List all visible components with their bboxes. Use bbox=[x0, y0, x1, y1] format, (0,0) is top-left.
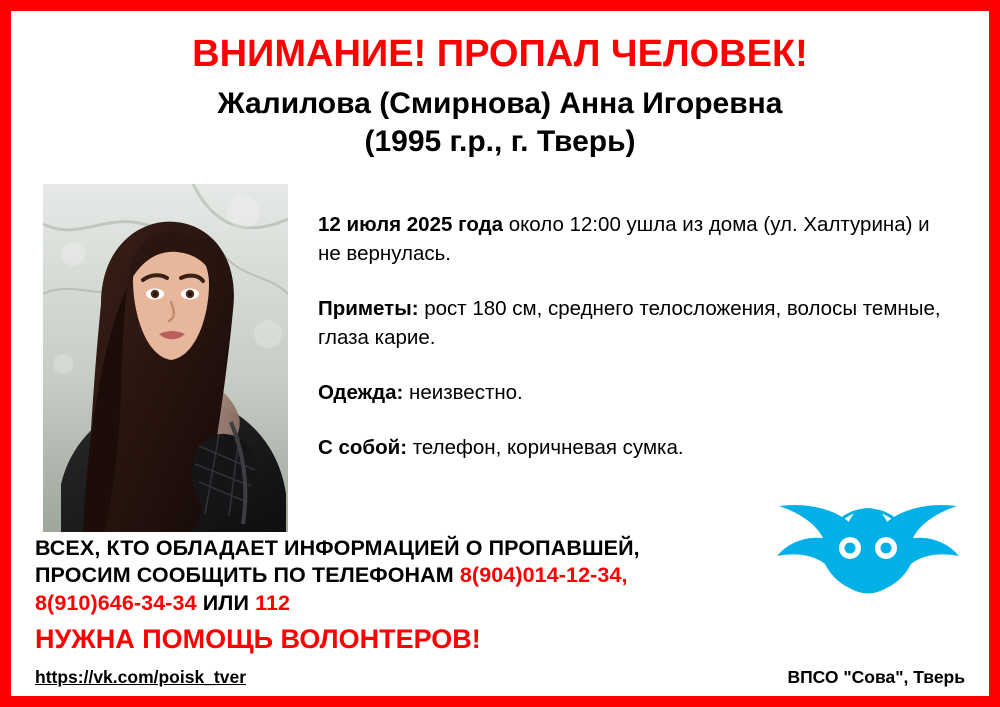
or-word: ИЛИ bbox=[202, 590, 250, 615]
items-label: С собой: bbox=[318, 436, 408, 460]
person-name-line-1: Жалилова (Смирнова) Анна Игоревна bbox=[217, 86, 783, 120]
signs-label: Приметы: bbox=[318, 296, 419, 320]
poster-inner bbox=[11, 11, 989, 696]
bottom-row bbox=[35, 667, 965, 688]
phone-number-2[interactable]: 8(910)646-34-34 bbox=[35, 590, 197, 615]
poster-body bbox=[35, 184, 965, 532]
clothes-label: Одежда: bbox=[318, 381, 404, 405]
appeal-line-1: ВСЕХ, КТО ОБЛАДАЕТ ИНФОРМАЦИЕЙ О ПРОПАВШЕЙ, bbox=[35, 535, 640, 560]
items-text: телефон, коричневая сумка. bbox=[407, 436, 684, 460]
appeal-block bbox=[35, 535, 965, 618]
missing-person-photo bbox=[43, 184, 288, 532]
disappearance-paragraph bbox=[318, 210, 957, 268]
appeal-line-2 bbox=[35, 562, 965, 590]
clothes-text: неизвестно. bbox=[403, 381, 523, 405]
person-name-line-2: (1995 г.р., г. Тверь) bbox=[364, 125, 636, 159]
organization-name: ВПСО "Сова", Тверь bbox=[787, 667, 965, 687]
phone-number-1[interactable]: 8(904)014-12-34, bbox=[459, 563, 628, 588]
volunteers-needed-line: НУЖНА ПОМОЩЬ ВОЛОНТЕРОВ! bbox=[35, 624, 481, 655]
clothes-paragraph bbox=[318, 378, 957, 407]
signs-text: рост 180 см, среднего телосложения, волосы темные, глаза карие. bbox=[318, 296, 941, 349]
phone-number-3[interactable]: 112 bbox=[255, 590, 291, 615]
appeal-line-2-text: ПРОСИМ СООБЩИТЬ ПО ТЕЛЕФОНАМ bbox=[35, 563, 454, 588]
disappearance-date: 12 июля 2025 года bbox=[318, 212, 504, 236]
details-column bbox=[288, 184, 965, 463]
items-paragraph bbox=[318, 433, 957, 462]
appeal-line-3 bbox=[35, 590, 965, 618]
poster-footer bbox=[35, 535, 965, 688]
disappearance-text: около 12:00 ушла из дома (ул. Халтурина) и не вернулась. bbox=[318, 212, 930, 265]
vk-link[interactable]: https://vk.com/poisk_tver bbox=[35, 667, 247, 687]
signs-paragraph bbox=[318, 294, 957, 352]
poster-headline: ВНИМАНИЕ! ПРОПАЛ ЧЕЛОВЕК! bbox=[192, 33, 808, 75]
